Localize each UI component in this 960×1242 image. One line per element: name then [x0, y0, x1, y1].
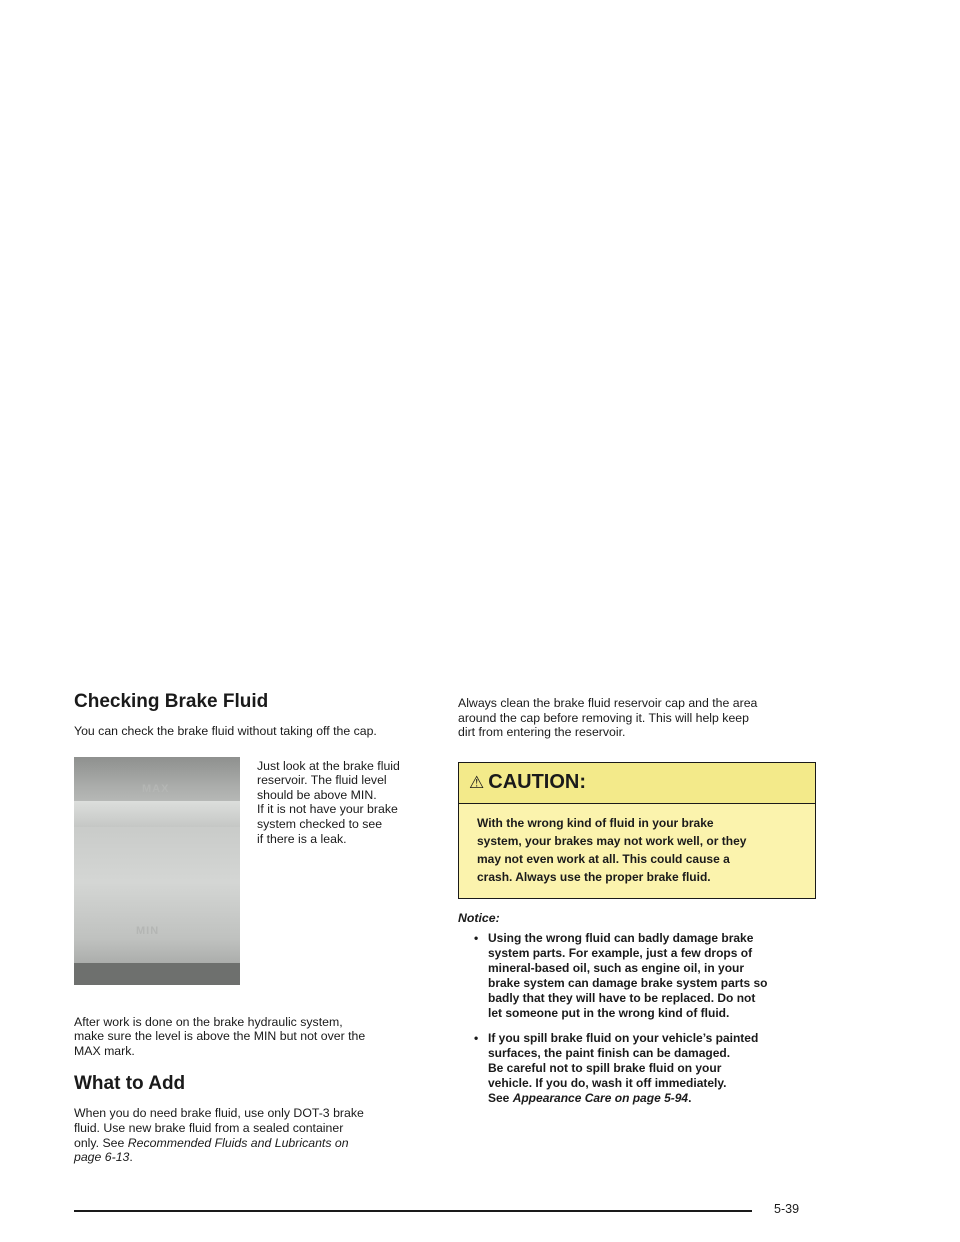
- after-work-paragraph: [74, 1015, 436, 1059]
- notice-line-ref: [488, 1091, 816, 1106]
- notice-line: Be careful not to spill brake fluid on your: [488, 1060, 722, 1075]
- recommended-fluids-link-page[interactable]: page 6-13: [74, 1150, 130, 1165]
- caution-line: may not even work at all. This could cause a: [477, 851, 730, 866]
- side-line: should be above MIN.: [257, 787, 377, 802]
- bullet-icon: •: [474, 930, 479, 945]
- notice-line: system parts. For example, just a few drops of: [488, 945, 753, 960]
- intro-paragraph: You can check the brake fluid without taking off the cap.: [74, 724, 377, 738]
- clean-line: around the cap before removing it. This will help keep: [458, 710, 749, 725]
- side-line: if there is a leak.: [257, 831, 347, 846]
- side-line: system checked to see: [257, 816, 383, 831]
- caution-line: crash. Always use the proper brake fluid.: [477, 869, 711, 884]
- page-number: 5-39: [774, 1202, 800, 1216]
- after-line: make sure the level is above the MIN but not over the: [74, 1029, 366, 1044]
- clean-line: Always clean the brake fluid reservoir cap and the area: [458, 696, 758, 710]
- notice-bullet-1: [468, 931, 816, 1021]
- photo-mark-max: MAX: [142, 782, 170, 795]
- photo-mark-min: MIN: [136, 924, 160, 937]
- clean-line: dirt from entering the reservoir.: [458, 725, 626, 740]
- recommended-fluids-link[interactable]: Recommended Fluids and Lubricants on: [127, 1135, 349, 1150]
- heading-what-to-add: What to Add: [74, 1073, 186, 1095]
- notice-line: badly that they will have to be replaced. Do not: [488, 990, 756, 1005]
- notice-line: vehicle. If you do, wash it off immediately.: [488, 1075, 727, 1090]
- notice-line: See: [488, 1090, 513, 1105]
- caution-line: system, your brakes may not work well, or they: [477, 833, 747, 848]
- notice-line: mineral-based oil, such as engine oil, in your: [488, 960, 745, 975]
- bullet-icon: •: [474, 1030, 479, 1045]
- period: .: [688, 1090, 692, 1105]
- notice-label: Notice:: [458, 910, 500, 925]
- notice-line: surfaces, the paint finish can be damaged.: [488, 1045, 731, 1060]
- notice-line: If you spill brake fluid on your vehicle’s painted: [488, 1030, 759, 1045]
- what-line: When you do need brake fluid, use only DOT-3 brake: [74, 1106, 364, 1121]
- photo-caption-text: [257, 759, 435, 847]
- left-column: [74, 690, 436, 1165]
- brake-reservoir-photo: [74, 757, 240, 985]
- warning-triangle-icon: ⚠: [469, 772, 485, 792]
- what-line: fluid. Use new brake fluid from a sealed container: [74, 1120, 344, 1135]
- footer-rule: [74, 1210, 752, 1212]
- right-column: [458, 696, 816, 1116]
- period: .: [129, 1150, 133, 1165]
- caution-box: [458, 762, 816, 899]
- appearance-care-link[interactable]: Appearance Care on page 5-94: [512, 1090, 689, 1105]
- what-to-add-paragraph: [74, 1106, 436, 1164]
- heading-checking-brake-fluid: Checking Brake Fluid: [74, 691, 269, 712]
- side-line: Just look at the brake fluid: [257, 758, 400, 773]
- notice-line: Using the wrong fluid can badly damage brake: [488, 930, 754, 945]
- caution-line: With the wrong kind of fluid in your brake: [477, 815, 714, 830]
- caution-body: [459, 804, 815, 898]
- side-line: If it is not have your brake: [257, 802, 398, 817]
- notice-line: let someone put in the wrong kind of fluid.: [488, 1005, 730, 1020]
- what-line: only. See: [74, 1135, 128, 1150]
- caution-header: [459, 763, 815, 804]
- what-line-ref2: [74, 1150, 436, 1165]
- notice-line: brake system can damage brake system parts so: [488, 975, 768, 990]
- after-line: MAX mark.: [74, 1043, 135, 1058]
- clean-cap-paragraph: [458, 696, 816, 740]
- notice-bullet-2: [468, 1031, 816, 1106]
- caution-title: CAUTION:: [488, 771, 587, 794]
- side-line: reservoir. The fluid level: [257, 773, 387, 788]
- after-line: After work is done on the brake hydraulic system,: [74, 1014, 343, 1029]
- notice-list: [468, 931, 816, 1106]
- what-line-ref: [74, 1136, 436, 1151]
- figure-row: [74, 757, 436, 985]
